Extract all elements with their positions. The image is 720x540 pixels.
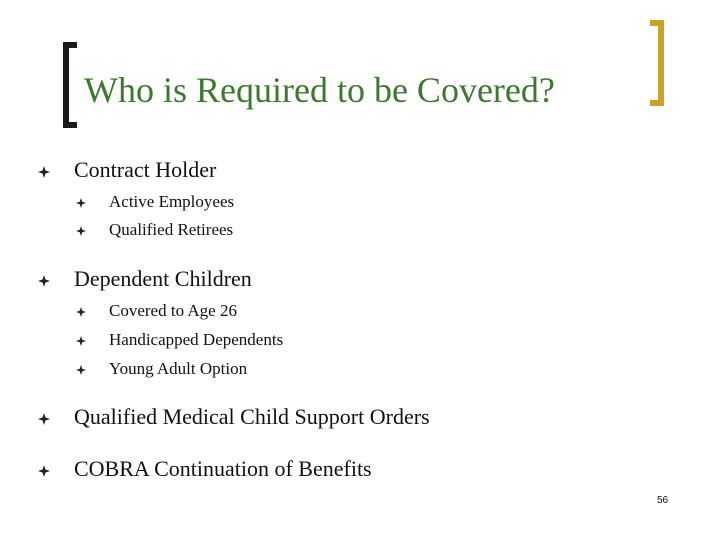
bullet-label: Dependent Children	[74, 266, 252, 291]
left-bracket-decoration	[63, 42, 77, 128]
diamond-bullet-icon	[76, 365, 86, 375]
sub-bullet-label: Young Adult Option	[109, 359, 248, 378]
diamond-bullet-icon	[38, 166, 50, 178]
diamond-bullet-icon	[76, 307, 86, 317]
diamond-bullet-icon	[38, 465, 50, 477]
sub-bullet-label: Qualified Retirees	[109, 220, 234, 239]
slide-title: Who is Required to be Covered?	[84, 70, 555, 110]
page-number: 56	[657, 495, 669, 506]
bullet-label: Contract Holder	[74, 157, 217, 182]
diamond-bullet-icon	[38, 275, 50, 287]
sub-bullet-label: Handicapped Dependents	[109, 330, 284, 349]
bullet-label: Qualified Medical Child Support Orders	[74, 404, 430, 429]
diamond-bullet-icon	[38, 413, 50, 425]
diamond-bullet-icon	[76, 198, 86, 208]
bullet-label: COBRA Continuation of Benefits	[74, 456, 372, 481]
diamond-bullet-icon	[76, 226, 86, 236]
sub-bullet-label: Active Employees	[109, 192, 235, 211]
right-bracket-decoration	[650, 20, 664, 106]
diamond-bullet-icon	[76, 336, 86, 346]
sub-bullet-label: Covered to Age 26	[109, 301, 237, 320]
